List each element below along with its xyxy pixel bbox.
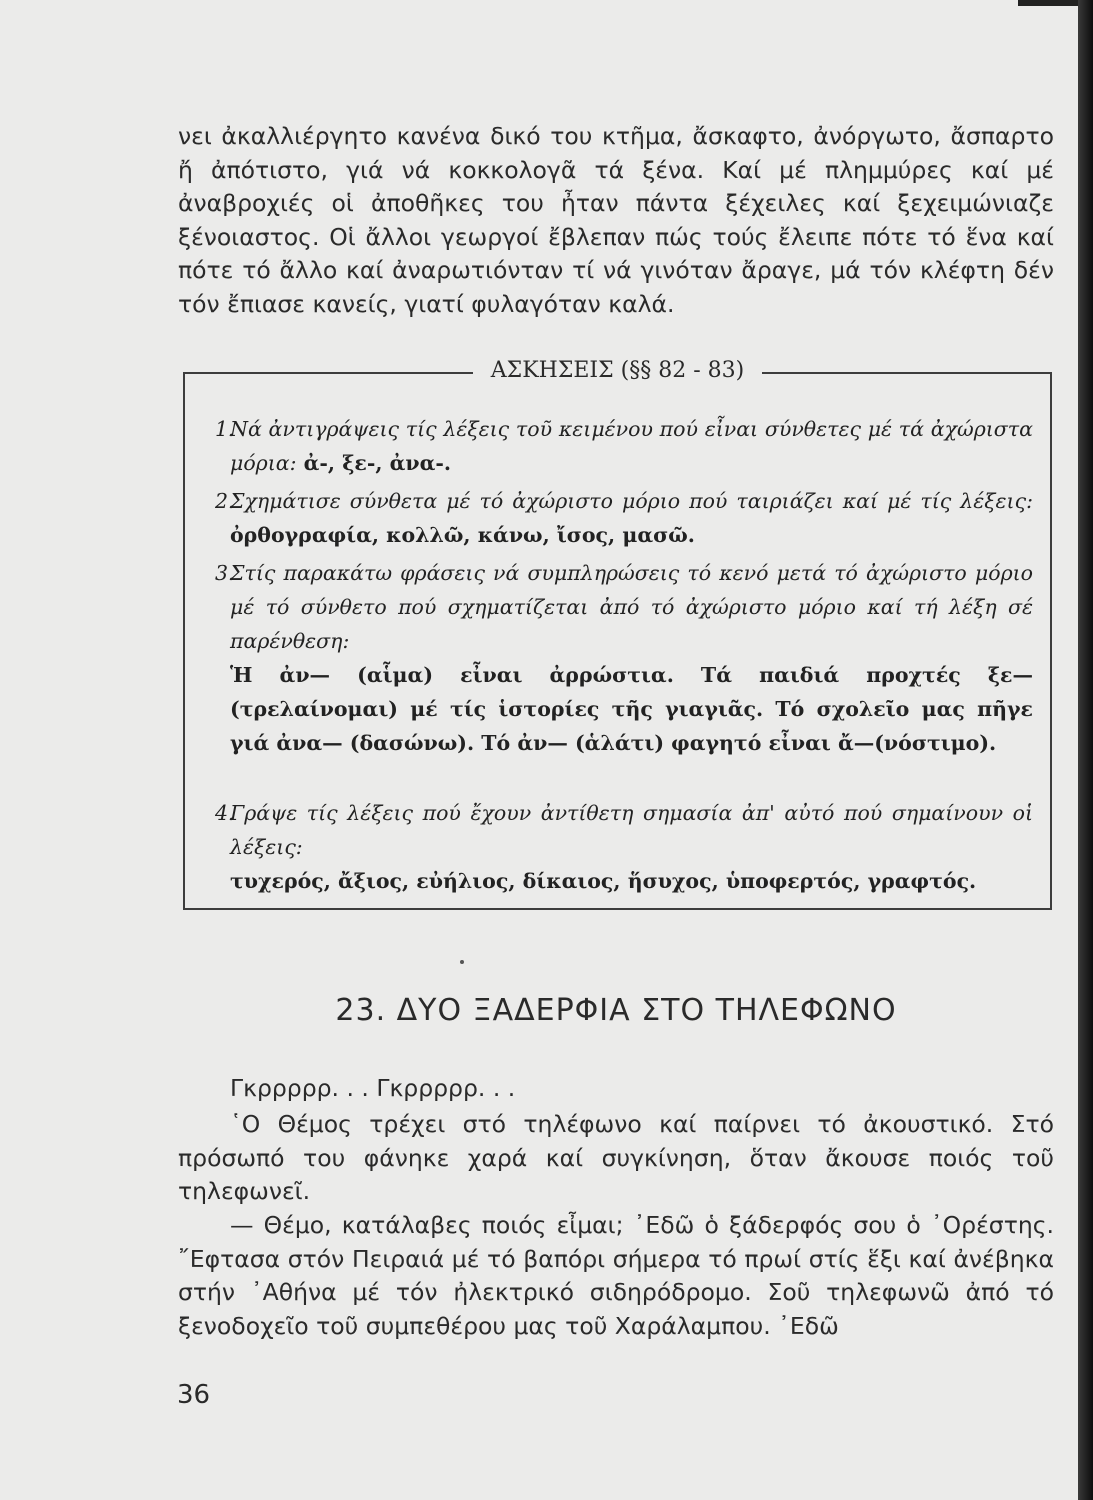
exercise-number: 3. xyxy=(215,561,235,585)
story-paragraph: — Θέμο, κατάλαβες ποιός εἶμαι; ᾿Εδῶ ὁ ξάδερφός σου ὁ ᾿Ορέστης. ῎Εφτασα στόν Πειραιά μέ τό βαπόρι σήμερα τό πρωί στίς ἕξι καί ἀνέβηκα στήν ᾿Αθήνα μέ τόν ἠλεκτρικό σιδηρόδρομο. Σοῦ τηλεφωνῶ ἀπό τό ξενοδοχεῖο τοῦ συμπεθέρου μας τοῦ Χαράλαμπου. ᾿Εδῶ xyxy=(178,1211,1054,1340)
story-paragraph: Γκρρρρρ. . . Γκρρρρρ. . . xyxy=(230,1074,516,1102)
exercise-sentences: Ἡ ἀν— (αἷμα) εἶναι ἀρρώστια. Τά παιδιά προχτές ξε— (τρελαίνομαι) μέ τίς ἱστορίες τῆς γιαγιᾶς. Τό σχολεῖο μας πῆγε γιά ἀνα— (δασώνω). Τό ἀν— (ἁλάτι) φαγητό εἶναι ἄ—(νόστιμο). xyxy=(230,663,1033,755)
exercise-instruction: Σχημάτισε σύνθετα μέ τό ἀχώριστο μόριο πού ταιριάζει καί μέ τίς λέξεις: xyxy=(230,489,1033,513)
exercises-title: ΑΣΚΗΣΕΙΣ (§§ 82 - 83) xyxy=(185,358,1050,383)
exercise-number: 2. xyxy=(215,489,235,513)
scan-edge xyxy=(1078,0,1093,1500)
exercise-2 xyxy=(195,484,1033,552)
exercise-1 xyxy=(195,412,1033,480)
story-paragraph: ῾Ο Θέμος τρέχει στό τηλέφωνο καί παίρνει τό ἀκουστικό. Στό πρόσωπό του φάνηκε χαρά καί συγκίνηση, ὅταν ἄκουσε ποιός τοῦ τηλεφωνεῖ. xyxy=(178,1110,1054,1205)
exercise-words: τυχερός, ἄξιος, εὐήλιος, δίκαιος, ἥσυχος, ὑποφερτός, γραφτός. xyxy=(230,869,977,893)
exercise-instruction: Στίς παρακάτω φράσεις νά συμπληρώσεις τό κενό μετά τό ἀχώριστο μόριο μέ τό σύνθετο πού σχηματίζεται ἀπό τό ἀχώριστο μόριο καί τή λέξη σέ παρένθεση: xyxy=(230,561,1033,653)
exercise-3 xyxy=(195,556,1033,760)
exercise-number: 4. xyxy=(215,801,235,825)
intro-paragraph: νει ἀκαλλιέργητο κανένα δικό του κτῆμα, ἄσκαφτο, ἀνόργωτο, ἄσπαρτο ἤ ἀπότιστο, γιά νά κοκκολογᾶ τά ξένα. Καί μέ πλημμύρες καί μέ ἀναβροχιές οἱ ἀποθῆκες του ἦταν πάντα ξέχειλες καί ξεχειμώνιαζε ξένοιαστος. Οἱ ἄλλοι γεωργοί ἔβλεπαν πώς τούς ἔλειπε πότε τό ἕνα καί πότε τό ἄλλο καί ἀναρωτιόνταν τί νά γινόταν ἄραγε, μά τόν κλέφτη δέν τόν ἔπιασε κανείς, γιατί φυλαγόταν καλά. xyxy=(178,122,1054,318)
exercise-words: ὀρθογραφία, κολλῶ, κάνω, ἴσος, μασῶ. xyxy=(230,523,695,547)
exercises-box xyxy=(183,358,1052,910)
exercise-number: 1. xyxy=(215,417,235,441)
exercise-4 xyxy=(195,796,1033,898)
speck xyxy=(460,960,464,964)
scan-edge-mark xyxy=(1018,0,1078,6)
exercise-instruction: Γράψε τίς λέξεις πού ἔχουν ἀντίθετη σημασία ἀπ' αὐτό πού σημαίνουν οἱ λέξεις: xyxy=(230,801,1033,859)
page-number: 36 xyxy=(177,1380,211,1410)
exercise-words: ἀ-, ξε-, ἀνα-. xyxy=(296,451,452,475)
chapter-title: 23. ΔΥΟ ΞΑΔΕΡΦΙΑ ΣΤΟ ΤΗΛΕΦΩΝΟ xyxy=(335,993,897,1028)
exercise-instruction: Νά ἀντιγράψεις τίς λέξεις τοῦ κειμένου πού εἶναι σύνθετες μέ τά ἀχώριστα μόρια: xyxy=(230,417,1033,475)
